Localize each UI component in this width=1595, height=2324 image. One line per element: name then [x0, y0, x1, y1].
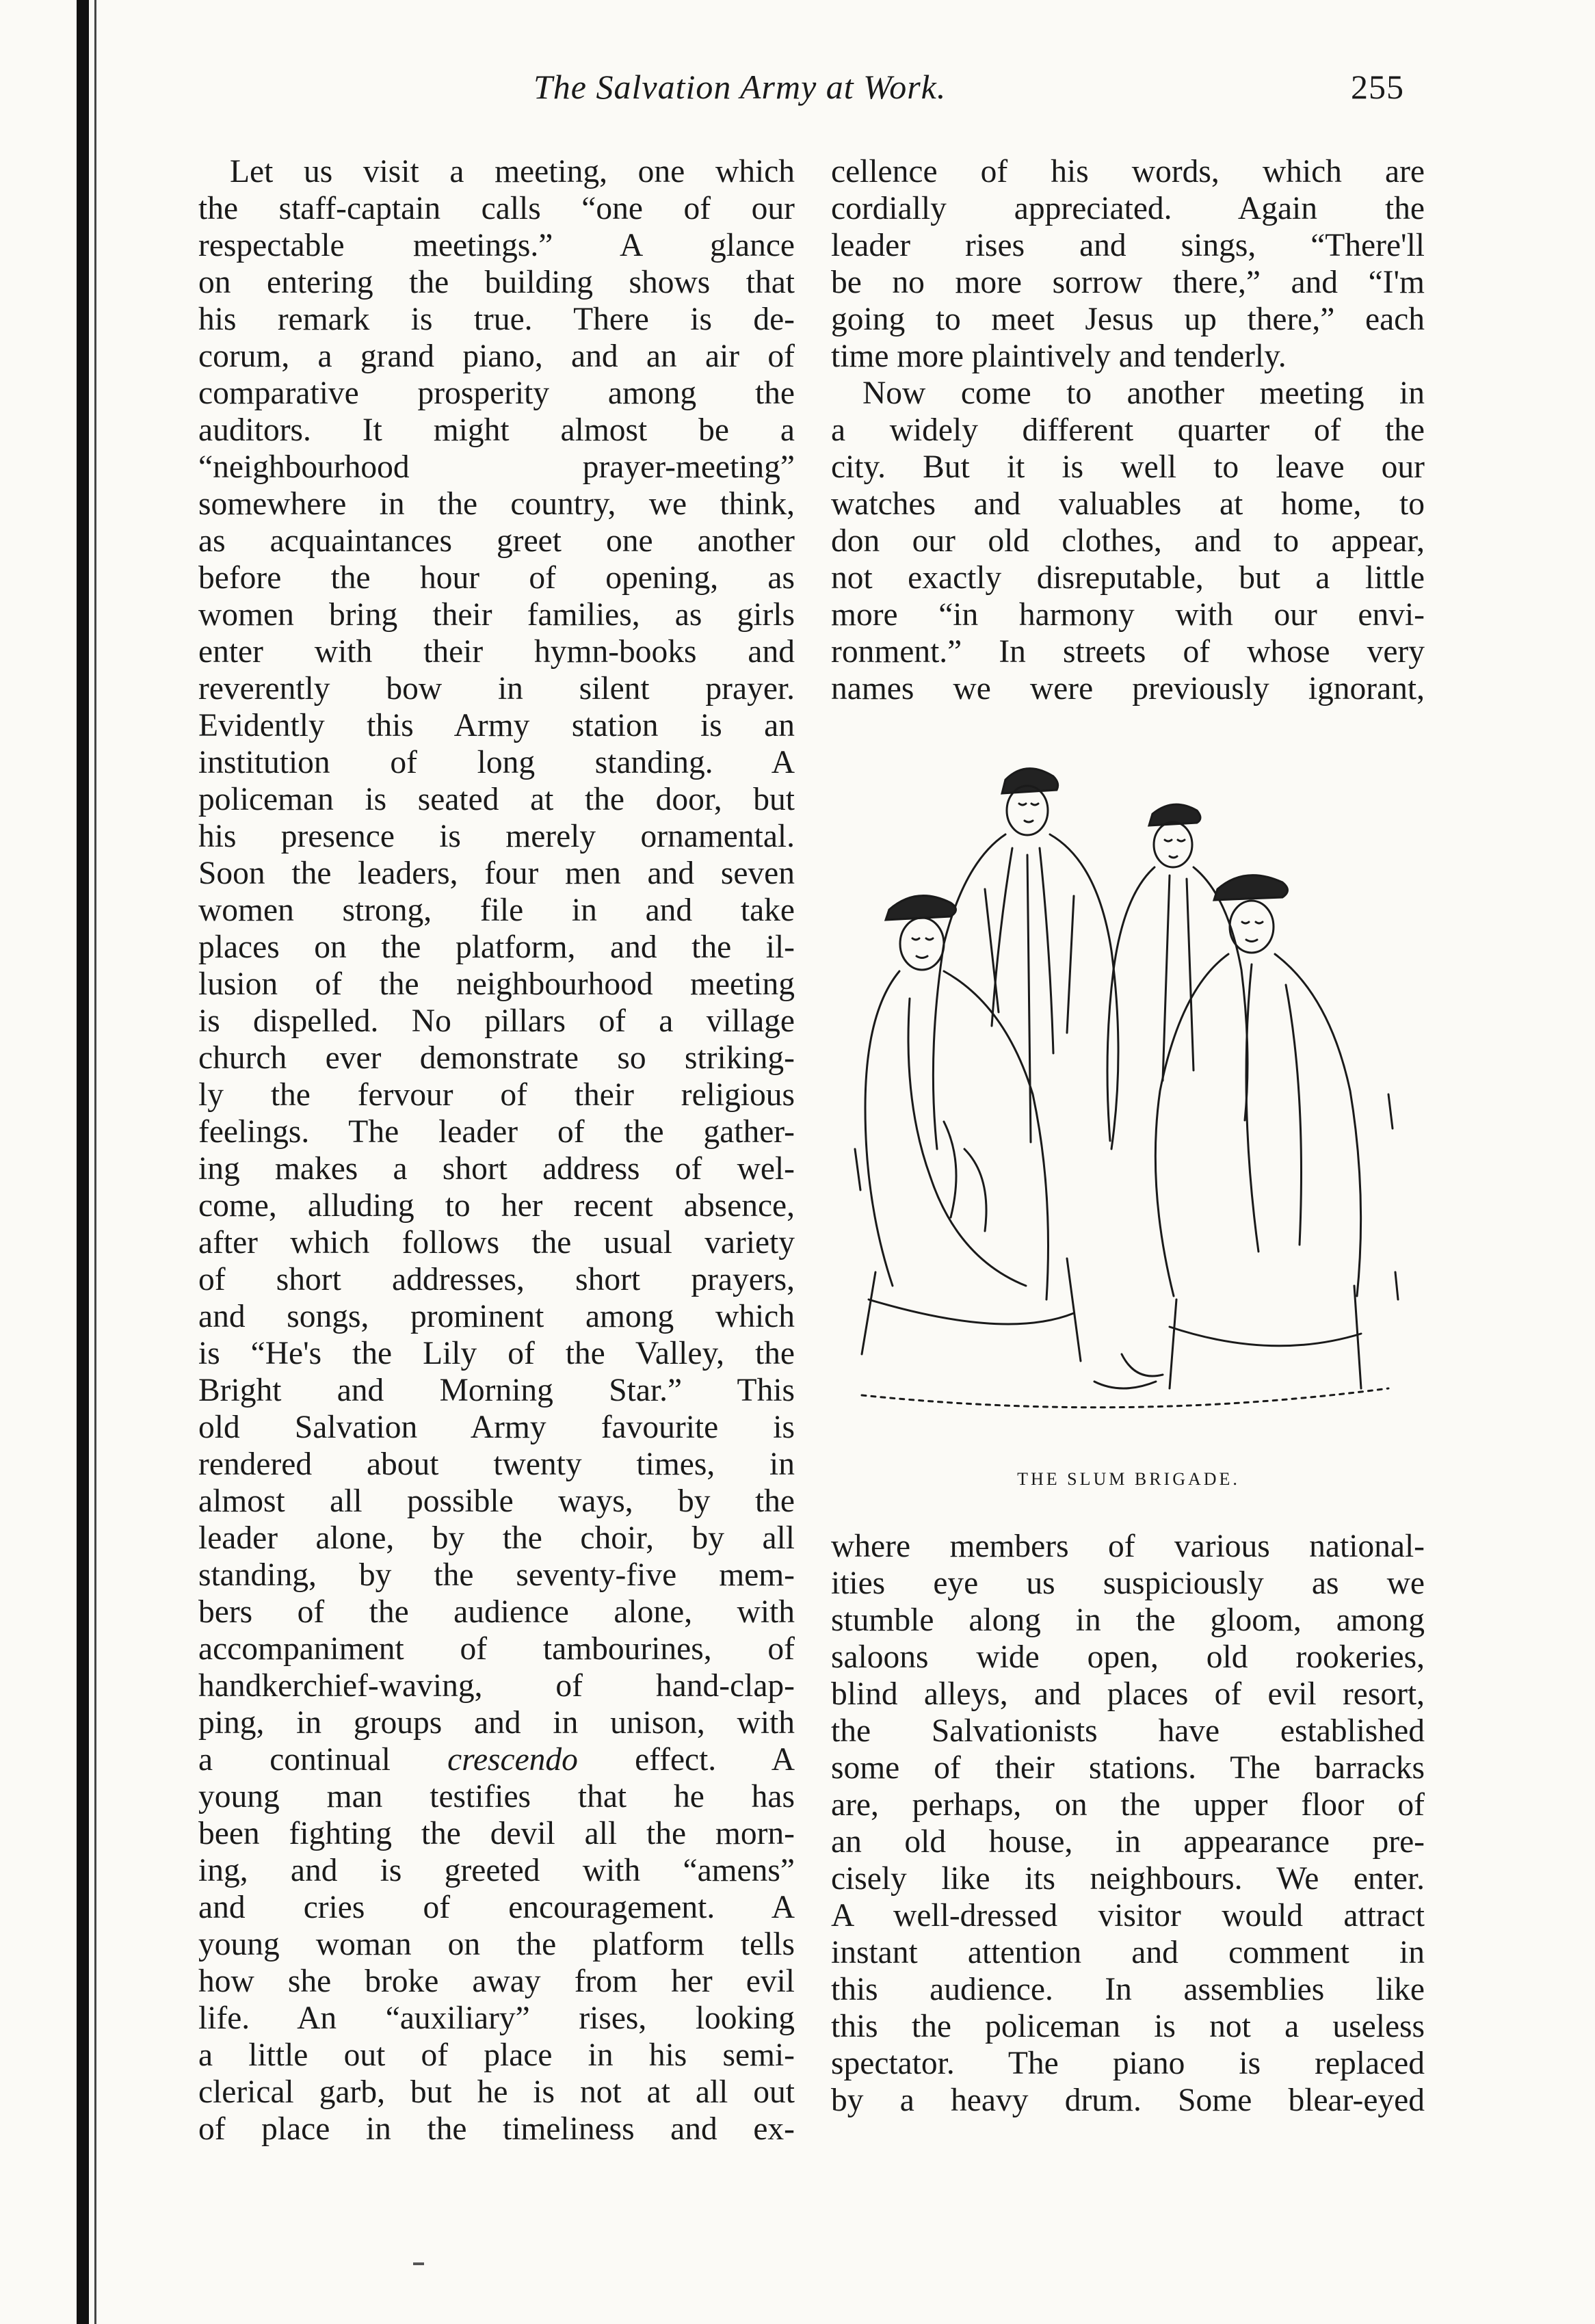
- text-line: leader alone, by the choir, by all: [198, 1520, 795, 1556]
- text-line: “neighbourhood prayer-meeting”: [198, 449, 795, 485]
- text-line: some of their stations. The barracks: [831, 1750, 1425, 1786]
- text-line: church ever demonstrate so striking-: [198, 1040, 795, 1076]
- text-line: don our old clothes, and to appear,: [831, 523, 1425, 559]
- text-line: be no more sorrow there,” and “I'm: [831, 265, 1425, 300]
- text-line: after which follows the usual variety: [198, 1225, 795, 1260]
- text-line: leader rises and sings, “There'll: [831, 228, 1425, 263]
- text-line: a continual crescendo effect. A: [198, 1742, 795, 1778]
- text-line: before the hour of opening, as: [198, 560, 795, 596]
- figure-seated-left: [862, 896, 1081, 1361]
- text-line: is dispelled. No pillars of a village: [198, 1003, 795, 1039]
- text-line: of place in the timeliness and ex-: [198, 2111, 795, 2147]
- text-line: clerical garb, but he is not at all out: [198, 2074, 795, 2110]
- text-line: places on the platform, and the il-: [198, 929, 795, 965]
- text-line: his remark is true. There is de-: [198, 302, 795, 337]
- text-line: reverently bow in silent prayer.: [198, 671, 795, 707]
- text-line: blind alleys, and places of evil resort,: [831, 1676, 1425, 1712]
- text-line: stumble along in the gloom, among: [831, 1602, 1425, 1638]
- text-line: time more plaintively and tenderly.: [831, 339, 1287, 374]
- footer-mark: [413, 2262, 424, 2265]
- text-line: as acquaintances greet one another: [198, 523, 795, 559]
- text-line: respectable meetings.” A glance: [198, 228, 795, 263]
- text-line: auditors. It might almost be a: [198, 412, 795, 448]
- figure-standing-left: [933, 769, 1118, 1149]
- right-column-top: [831, 153, 1425, 707]
- text-line: women bring their families, as girls: [198, 597, 795, 633]
- text-line: almost all possible ways, by the: [198, 1483, 795, 1519]
- text-line: by a heavy drum. Some blear-eyed: [831, 2083, 1425, 2118]
- right-column-bottom: [831, 1528, 1425, 2119]
- text-line: Bright and Morning Star.” This: [198, 1373, 795, 1408]
- text-line: where members of various national-: [831, 1529, 1425, 1564]
- figure-seated-right: [1155, 875, 1361, 1388]
- text-line: of short addresses, short prayers,: [198, 1262, 795, 1297]
- left-column: [198, 153, 795, 2148]
- text-line: women strong, file in and take: [198, 893, 795, 928]
- text-line: a widely different quarter of the: [831, 412, 1425, 448]
- text-line: been fighting the devil all the morn-: [198, 1816, 795, 1851]
- text-line: spectator. The piano is replaced: [831, 2046, 1425, 2081]
- text-line: names we were previously ignorant,: [831, 671, 1425, 707]
- text-line: not exactly disreputable, but a little: [831, 560, 1425, 596]
- text-line: Let us visit a meeting, one which: [230, 154, 795, 189]
- text-line: life. An “auxiliary” rises, looking: [198, 2001, 795, 2036]
- text-line: Evidently this Army station is an: [198, 708, 795, 743]
- text-line: rendered about twenty times, in: [198, 1447, 795, 1482]
- text-line: an old house, in appearance pre-: [831, 1824, 1425, 1860]
- text-line: ing, and is greeted with “amens”: [198, 1853, 795, 1888]
- text-line: enter with their hymn-books and: [198, 634, 795, 670]
- text-line: this audience. In assemblies like: [831, 1972, 1425, 2007]
- illustration-caption: THE SLUM BRIGADE.: [1017, 1469, 1240, 1489]
- text-line: comparative prosperity among the: [198, 375, 795, 411]
- text-line: the staff-captain calls “one of our: [198, 191, 795, 226]
- text-line: ities eye us suspiciously as we: [831, 1566, 1425, 1601]
- text-line: Now come to another meeting in: [862, 375, 1425, 411]
- text-line: and songs, prominent among which: [198, 1299, 795, 1334]
- text-line: somewhere in the country, we think,: [198, 486, 795, 522]
- text-line: how she broke away from her evil: [198, 1964, 795, 1999]
- text-line: city. But it is well to leave our: [831, 449, 1425, 485]
- text-line: ly the fervour of their religious: [198, 1077, 795, 1113]
- text-line: cordially appreciated. Again the: [831, 191, 1425, 226]
- text-line: policeman is seated at the door, but: [198, 782, 795, 817]
- text-line: young man testifies that he has: [198, 1779, 795, 1814]
- text-line: are, perhaps, on the upper floor of: [831, 1787, 1425, 1823]
- slum-brigade-illustration: [848, 739, 1402, 1436]
- text-line: is “He's the Lily of the Valley, the: [198, 1336, 795, 1371]
- figure-standing-right: [1107, 804, 1248, 1141]
- text-line: instant attention and comment in: [831, 1935, 1425, 1970]
- text-line: standing, by the seventy-five mem-: [198, 1557, 795, 1593]
- text-line: going to meet Jesus up there,” each: [831, 302, 1425, 337]
- text-line: the Salvationists have established: [831, 1713, 1425, 1749]
- book-spine-edge: [94, 0, 96, 2324]
- text-line: watches and valuables at home, to: [831, 486, 1425, 522]
- text-line: cellence of his words, which are: [831, 154, 1425, 189]
- text-line: ping, in groups and in unison, with: [198, 1705, 795, 1741]
- running-title: The Salvation Army at Work.: [533, 68, 947, 106]
- text-line: corum, a grand piano, and an air of: [198, 339, 795, 374]
- text-line: a little out of place in his semi-: [198, 2037, 795, 2073]
- text-line: saloons wide open, old rookeries,: [831, 1639, 1425, 1675]
- text-line: young woman on the platform tells: [198, 1927, 795, 1962]
- text-line: on entering the building shows that: [198, 265, 795, 300]
- text-line: ing makes a short address of wel-: [198, 1151, 795, 1187]
- text-line: more “in harmony with our envi-: [831, 597, 1425, 633]
- text-line: bers of the audience alone, with: [198, 1594, 795, 1630]
- text-line: handkerchief-waving, of hand-clap-: [198, 1668, 795, 1704]
- book-spine-shadow: [77, 0, 89, 2324]
- text-line: institution of long standing. A: [198, 745, 795, 780]
- text-line: cisely like its neighbours. We enter.: [831, 1861, 1425, 1897]
- text-line: ronment.” In streets of whose very: [831, 634, 1425, 670]
- text-line: this the policeman is not a useless: [831, 2009, 1425, 2044]
- text-line: come, alluding to her recent absence,: [198, 1188, 795, 1224]
- text-line: and cries of encouragement. A: [198, 1890, 795, 1925]
- text-line: feelings. The leader of the gather-: [198, 1114, 795, 1150]
- text-line: lusion of the neighbourhood meeting: [198, 966, 795, 1002]
- page-number: 255: [1351, 68, 1404, 106]
- text-line: his presence is merely ornamental.: [198, 819, 795, 854]
- text-line: A well-dressed visitor would attract: [831, 1898, 1425, 1933]
- text-line: Soon the leaders, four men and seven: [198, 856, 795, 891]
- text-line: old Salvation Army favourite is: [198, 1410, 795, 1445]
- text-line: accompaniment of tambourines, of: [198, 1631, 795, 1667]
